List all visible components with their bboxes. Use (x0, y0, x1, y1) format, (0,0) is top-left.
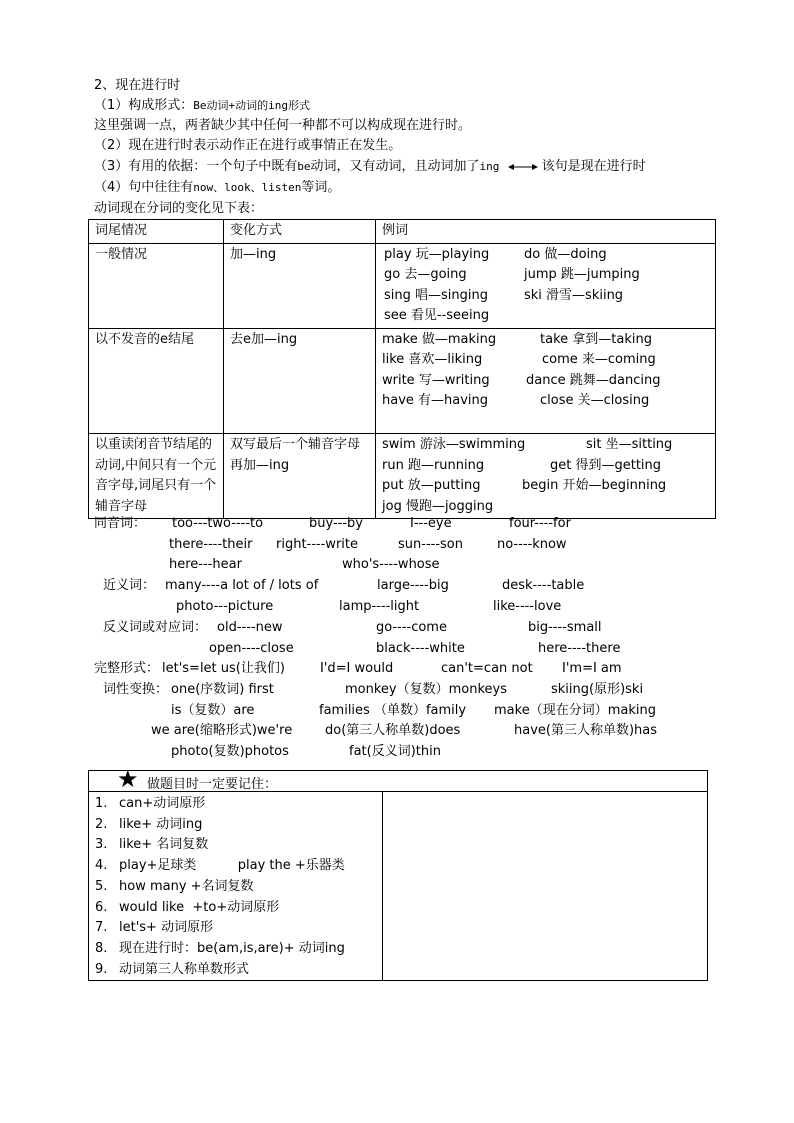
example-word: swim 游泳—swimming (382, 437, 526, 452)
row-examples (376, 243, 716, 328)
word-pair: four----for (509, 516, 571, 531)
word-pair: lamp----light (339, 599, 420, 614)
row-examples (376, 434, 716, 519)
notes-list (89, 792, 382, 980)
word-pair: photo---picture (176, 599, 274, 614)
example-word: dance 跳舞—dancing (526, 372, 661, 388)
example-word: close 关—closing (540, 393, 650, 408)
table-header-row (89, 220, 716, 244)
rule-4-words: now、look、listen (193, 181, 302, 194)
list-item: 7. let's+ 动词原形 (95, 920, 214, 936)
rule-3-pre: （3）有用的依据：一个句子中既有 (94, 159, 298, 174)
word-pair: one(序数词) first (171, 682, 274, 697)
word-pair: go----come (376, 620, 447, 635)
rule-1-label: （1）构成形式： (94, 98, 194, 113)
word-pair: large----big (377, 578, 449, 593)
full-forms-label: 完整形式： (94, 661, 160, 676)
word-pair: do(第三人称单数)does (325, 723, 461, 738)
word-forms-label: 词性变换： (103, 682, 169, 697)
word-pair: black----white (376, 641, 465, 656)
example-word: do 做—doing (524, 246, 607, 262)
example-word: come 来—coming (542, 352, 656, 367)
section-heading: 2、现在进行时 (94, 78, 181, 93)
table-row (89, 328, 716, 434)
example-word: ski 滑雪—skiing (524, 287, 624, 303)
row-case: 以重读闭音节结尾的动词,中间只有一个元音字母,词尾只有一个辅音字母 (89, 434, 224, 519)
synonyms-label: 近义词： (103, 578, 156, 593)
row-change: 加—ing (224, 243, 376, 328)
word-pair: monkey（复数）monkeys (345, 682, 507, 697)
list-item: 8. 现在进行时：be(am,is,are)+ 动词ing (95, 940, 345, 956)
row-examples (376, 328, 716, 434)
example-word: play 玩—playing (384, 246, 490, 262)
word-pair: here---hear (169, 557, 242, 572)
word-pair: big----small (528, 620, 602, 635)
participle-table (88, 219, 716, 519)
rule-1 (94, 98, 310, 114)
word-pair: buy---by (309, 516, 363, 531)
rule-4-pre: （4）句中往往有 (94, 180, 194, 195)
example-word: put 放—putting (382, 478, 481, 493)
notes-box (88, 765, 708, 981)
list-item: 4. play+足球类 play the +乐器类 (95, 858, 345, 874)
example-word: see 看见--seeing (384, 308, 490, 323)
word-pair: too---two----to (172, 516, 264, 531)
rule-1-formula: Be动词+动词的ing形式 (193, 99, 311, 112)
note-text: how many +名词复数 (119, 878, 254, 894)
notes-title: 做题目时一定要记住： (147, 777, 278, 792)
rule-4-post: 等词。 (301, 180, 341, 195)
list-item: 6. would like +to+动词原形 (95, 899, 280, 915)
list-item: 2. like+ 动词ing (95, 816, 203, 832)
example-word: run 跑—running (382, 457, 485, 473)
word-pair: many----a lot of / lots of (165, 578, 319, 593)
word-pair: can't=can not (441, 661, 533, 676)
rule-3-post: 该句是现在进行时 (541, 159, 646, 174)
note-text: 动词第三人称单数形式 (119, 961, 250, 977)
rule-3-be: be (297, 160, 311, 173)
header-examples: 例词 (376, 220, 716, 244)
example-word: go 去—going (384, 267, 467, 282)
word-pair: is（复数）are (171, 703, 255, 718)
row-case: 以不发音的e结尾 (89, 328, 224, 434)
rule-2: （2）现在进行时表示动作正在进行或事情正在发生。 (94, 138, 402, 153)
note-text: like+ 名词复数 (119, 837, 209, 853)
example-word: jump 跳—jumping (524, 267, 640, 282)
double-arrow-icon (508, 162, 538, 172)
row-change: 双写最后一个辅音字母再加—ing (224, 434, 376, 519)
header-change: 变化方式 (224, 220, 376, 244)
note-text: like+ 动词ing (119, 816, 203, 832)
example-word: get 得到—getting (550, 457, 662, 473)
example-word: make 做—making (382, 331, 497, 347)
notes-header (89, 765, 708, 793)
example-word: have 有—having (382, 393, 489, 408)
example-word: sit 坐—sitting (586, 437, 673, 452)
word-pair: I'm=I am (562, 661, 622, 676)
example-word: write 写—writing (382, 372, 490, 388)
word-pair: photo(复数)photos (171, 744, 289, 759)
word-pair: right----write (276, 537, 358, 552)
list-item: 5. how many +名词复数 (95, 878, 254, 894)
word-pair: here----there (538, 641, 621, 656)
word-pair: I---eye (410, 516, 452, 531)
word-pair: no----know (497, 537, 567, 552)
word-pair: desk----table (502, 578, 585, 593)
homophones-label: 同音词： (94, 516, 147, 531)
word-pair: I'd=I would (320, 661, 394, 676)
rule-note: 这里强调一点，两者缺少其中任何一种都不可以构成现在进行时。 (94, 118, 472, 133)
example-word: sing 唱—singing (384, 287, 488, 303)
notes-empty-cell (383, 792, 708, 981)
word-pair: open----close (209, 641, 294, 656)
note-text: can+动词原形 (119, 796, 206, 811)
word-pair: skiing(原形)ski (551, 682, 644, 697)
word-pair: we are(缩略形式)we're (151, 723, 293, 738)
star-icon: ★ (117, 765, 139, 793)
rule-3-ing: ing (479, 160, 500, 173)
word-pair: make（现在分词）making (494, 703, 656, 718)
word-pair: who's----whose (342, 557, 440, 572)
list-item: 1. can+动词原形 (95, 796, 206, 811)
note-text: let's+ 动词原形 (119, 920, 214, 936)
row-change: 去e加—ing (224, 328, 376, 434)
example-word: jog 慢跑—jogging (382, 498, 494, 514)
list-item: 3. like+ 名词复数 (95, 837, 209, 853)
list-item: 9. 动词第三人称单数形式 (95, 961, 250, 977)
table-row (89, 243, 716, 328)
header-ending: 词尾情况 (89, 220, 224, 244)
row-case: 一般情况 (89, 243, 224, 328)
table-row (89, 434, 716, 519)
word-pair: sun----son (398, 537, 463, 552)
example-word: like 喜欢—liking (382, 352, 483, 367)
word-pair: there----their (169, 537, 253, 552)
word-pair: families （单数）family (319, 703, 467, 718)
note-text: would like +to+动词原形 (119, 899, 280, 915)
notes-list-cell (89, 792, 383, 981)
rule-3-mid: 动词，又有动词，且动词加了 (310, 159, 480, 174)
antonyms-label: 反义词或对应词： (103, 620, 208, 635)
rule-4 (94, 180, 340, 196)
word-pair: fat(反义词)thin (349, 744, 441, 759)
rule-3 (94, 159, 646, 175)
word-pair: have(第三人称单数)has (514, 723, 658, 738)
note-text: 现在进行时：be(am,is,are)+ 动词ing (119, 940, 345, 956)
table-intro: 动词现在分词的变化见下表： (94, 201, 264, 216)
word-pair: let's=let us(让我们) (162, 661, 285, 676)
word-pair: like----love (493, 599, 562, 614)
word-pair: old----new (217, 620, 283, 635)
example-word: begin 开始—beginning (522, 478, 667, 493)
note-text: play+足球类 play the +乐器类 (119, 858, 345, 874)
example-word: take 拿到—taking (540, 331, 652, 347)
